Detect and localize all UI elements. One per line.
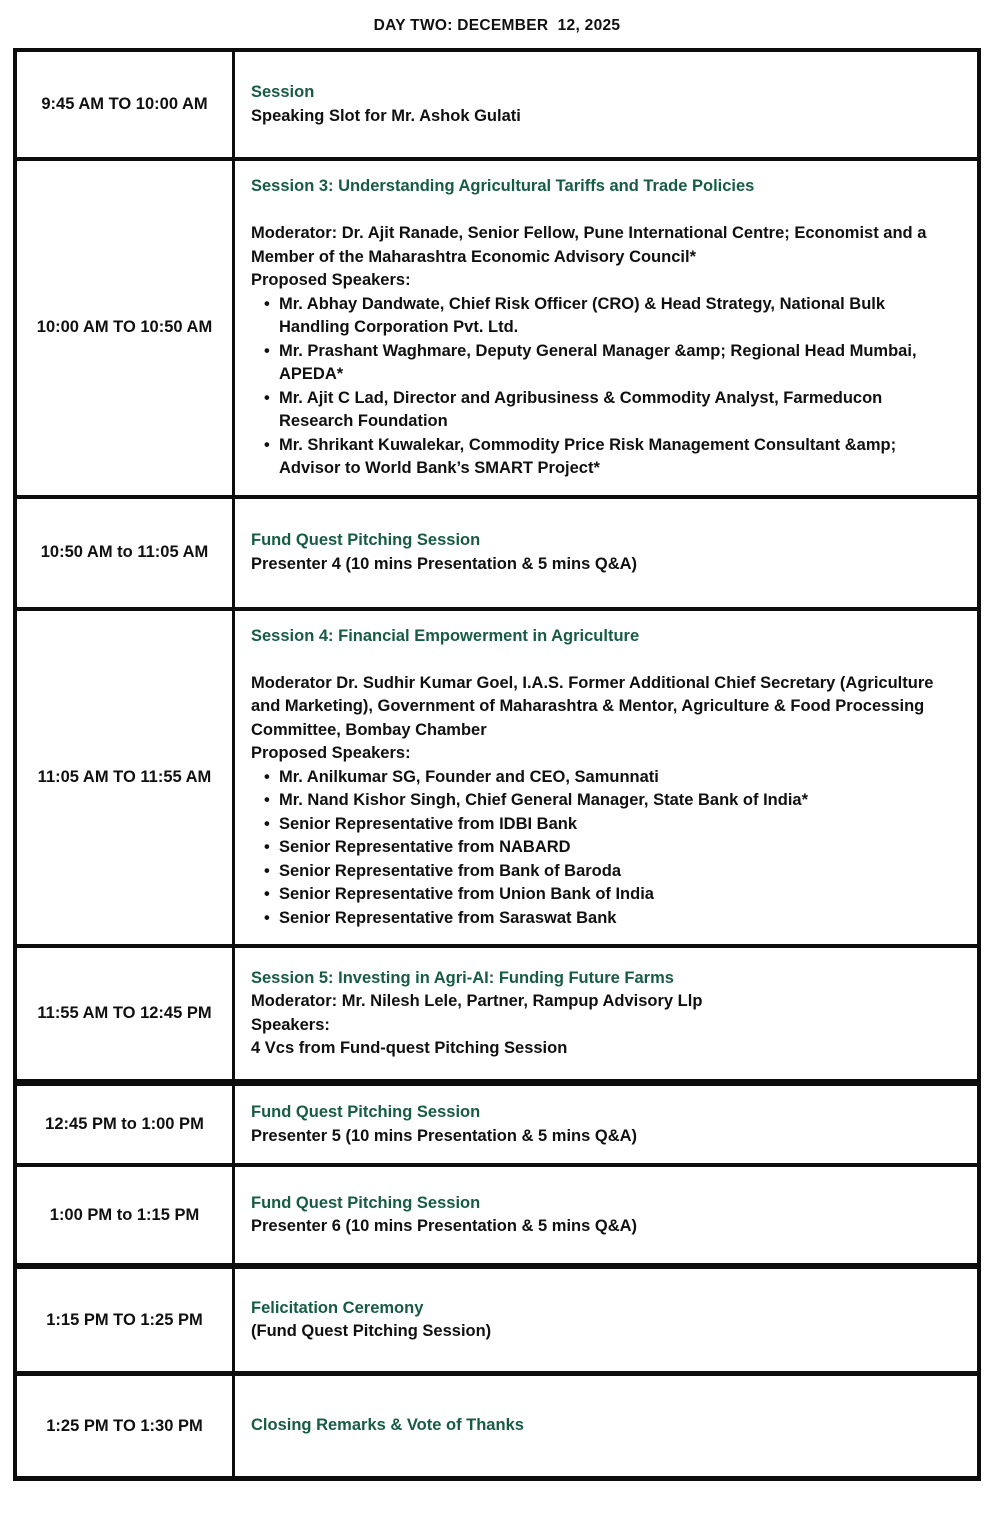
session-text: Moderator Dr. Sudhir Kumar Goel, I.A.S. Former Additional Chief Secretary (Agriculture and Marketing), Government of Maharashtra & Mentor, Agriculture & Food Processing Committee, Bombay Chamber <box>251 673 934 739</box>
agenda-table <box>13 48 981 1481</box>
session-details <box>235 1167 977 1263</box>
session-details <box>235 611 977 945</box>
session-title: Fund Quest Pitching Session <box>251 531 481 549</box>
speaker-item: • Mr. Anilkumar SG, Founder and CEO, Samunnati <box>264 766 949 790</box>
agenda-row <box>17 607 977 945</box>
speaker-item: • Senior Representative from IDBI Bank <box>264 813 949 837</box>
time-slot: 11:55 AM TO 12:45 PM <box>17 948 235 1079</box>
speaker-item: • Mr. Ajit C Lad, Director and Agribusiness & Commodity Analyst, Farmeducon Research Foundation <box>264 387 949 434</box>
agenda-row <box>17 495 977 607</box>
speaker-item: • Mr. Abhay Dandwate, Chief Risk Officer (CRO) & Head Strategy, National Bulk Handling Corporation Pvt. Ltd. <box>264 293 949 340</box>
time-slot: 1:15 PM TO 1:25 PM <box>17 1269 235 1371</box>
speaker-item: • Senior Representative from Bank of Baroda <box>264 860 949 884</box>
session-title: Felicitation Ceremony <box>251 1298 424 1317</box>
time-slot: 11:05 AM TO 11:55 AM <box>17 611 235 945</box>
agenda-row <box>17 1163 977 1263</box>
spacer <box>251 648 949 672</box>
agenda-row <box>17 1263 977 1371</box>
time-slot: 9:45 AM TO 10:00 AM <box>17 52 235 157</box>
session-details <box>235 948 977 1079</box>
session-text: Proposed Speakers: <box>251 744 411 762</box>
session-title: Session <box>251 83 315 101</box>
time-slot: 10:50 AM to 11:05 AM <box>17 499 235 607</box>
session-details <box>235 161 977 495</box>
session-title: Fund Quest Pitching Session <box>251 1193 481 1212</box>
session-text: Moderator: Dr. Ajit Ranade, Senior Fellow, Pune International Centre; Economist and a Member of the Maharashtra Economic Advisory Council* <box>251 224 927 266</box>
session-text: Speakers: <box>251 1015 330 1034</box>
session-details <box>235 1086 977 1163</box>
page-title: DAY TWO: DECEMBER 12, 2025 <box>373 17 621 34</box>
agenda-row <box>17 944 977 1079</box>
speaker-item: • Mr. Nand Kishor Singh, Chief General Manager, State Bank of India* <box>264 789 949 813</box>
agenda-row <box>17 1079 977 1163</box>
session-details <box>235 52 977 157</box>
speaker-item: • Senior Representative from Saraswat Bank <box>264 907 949 931</box>
session-details <box>235 1269 977 1371</box>
session-title: Session 4: Financial Empowerment in Agriculture <box>251 626 640 645</box>
session-title: Closing Remarks & Vote of Thanks <box>251 1416 524 1435</box>
session-title: Session 5: Investing in Agri-AI: Funding Future Farms <box>251 968 674 987</box>
session-details <box>235 499 977 607</box>
agenda-row <box>17 52 977 157</box>
time-slot: 12:45 PM to 1:00 PM <box>17 1086 235 1163</box>
session-text: Speaking Slot for Mr. Ashok Gulati <box>251 106 521 125</box>
session-title: Fund Quest Pitching Session <box>251 1103 481 1121</box>
session-text: Presenter 4 (10 mins Presentation & 5 mins Q&A) <box>251 554 638 573</box>
speaker-list <box>264 766 949 931</box>
time-slot: 10:00 AM TO 10:50 AM <box>17 161 235 495</box>
session-text: (Fund Quest Pitching Session) <box>251 1322 492 1340</box>
session-text: Moderator: Mr. Nilesh Lele, Partner, Rampup Advisory Llp <box>251 992 703 1010</box>
speaker-item: • Senior Representative from NABARD <box>264 836 949 860</box>
speaker-item: • Senior Representative from Union Bank of India <box>264 883 949 907</box>
time-slot: 1:25 PM TO 1:30 PM <box>17 1376 235 1476</box>
session-text: Presenter 5 (10 mins Presentation & 5 mins Q&A) <box>251 1126 638 1145</box>
agenda-row <box>17 1371 977 1476</box>
time-slot: 1:00 PM to 1:15 PM <box>17 1167 235 1263</box>
agenda-row <box>17 157 977 495</box>
speaker-item: • Mr. Prashant Waghmare, Deputy General Manager &amp; Regional Head Mumbai, APEDA* <box>264 340 949 387</box>
spacer <box>251 199 949 223</box>
session-details <box>235 1376 977 1476</box>
session-text: Presenter 6 (10 mins Presentation & 5 mins Q&A) <box>251 1217 638 1235</box>
speaker-item: • Mr. Shrikant Kuwalekar, Commodity Price Risk Management Consultant &amp; Advisor to World Bank’s SMART Project* <box>264 434 949 481</box>
session-title: Session 3: Understanding Agricultural Tariffs and Trade Policies <box>251 177 755 195</box>
speaker-list <box>264 293 949 481</box>
session-text: 4 Vcs from Fund-quest Pitching Session <box>251 1039 568 1057</box>
session-text: Proposed Speakers: <box>251 271 411 289</box>
